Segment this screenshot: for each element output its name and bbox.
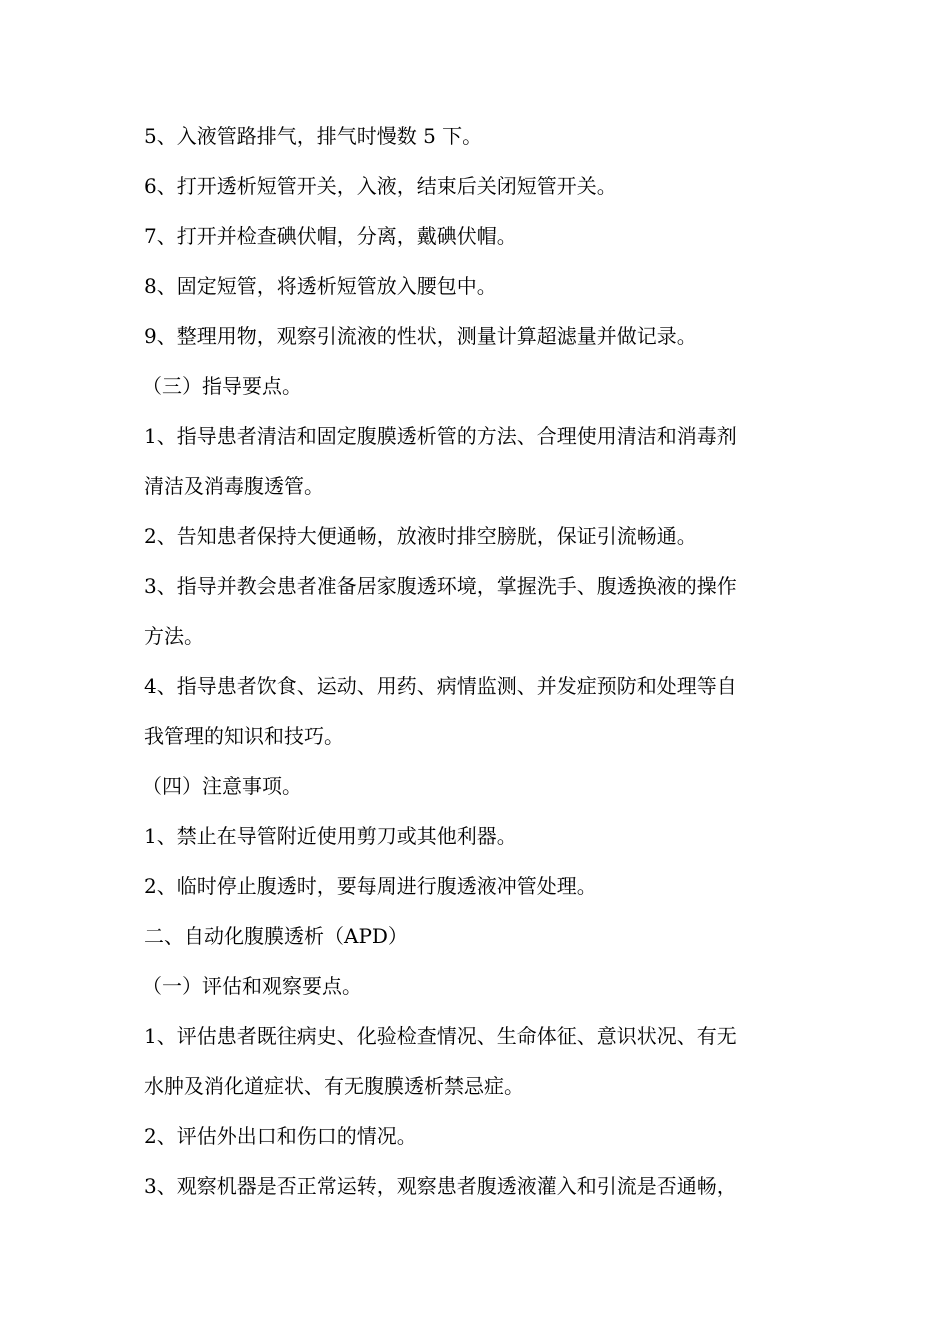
text-line: 4、指导患者饮食、运动、用药、病情监测、并发症预防和处理等自: [144, 674, 737, 698]
text-line: 3、观察机器是否正常运转，观察患者腹透液灌入和引流是否通畅，: [144, 1174, 737, 1198]
section-heading: （四）注意事项。: [142, 774, 302, 798]
text-line: 6、打开透析短管开关，入液，结束后关闭短管开关。: [144, 174, 617, 198]
text-line: 7、打开并检查碘伏帽，分离，戴碘伏帽。: [144, 224, 517, 248]
text-line: 2、告知患者保持大便通畅，放液时排空膀胱，保证引流畅通。: [144, 524, 697, 548]
text-line: 1、禁止在导管附近使用剪刀或其他利器。: [144, 824, 517, 848]
text-line: 1、指导患者清洁和固定腹膜透析管的方法、合理使用清洁和消毒剂: [144, 424, 737, 448]
text-line: 9、整理用物，观察引流液的性状，测量计算超滤量并做记录。: [144, 324, 697, 348]
chapter-heading: 二、自动化腹膜透析（APD）: [144, 924, 408, 948]
text-line: 8、固定短管，将透析短管放入腰包中。: [144, 274, 497, 298]
text-line: 1、评估患者既往病史、化验检查情况、生命体征、意识状况、有无: [144, 1024, 737, 1048]
text-line: 3、指导并教会患者准备居家腹透环境，掌握洗手、腹透换液的操作: [144, 574, 737, 598]
text-line: 2、评估外出口和伤口的情况。: [144, 1124, 417, 1148]
text-line: 我管理的知识和技巧。: [144, 724, 344, 748]
section-heading: （一）评估和观察要点。: [142, 974, 362, 998]
text-line: 清洁及消毒腹透管。: [144, 474, 324, 498]
text-line: 5、入液管路排气，排气时慢数 5 下。: [144, 124, 483, 148]
text-line: 方法。: [144, 624, 204, 648]
section-heading: （三）指导要点。: [142, 374, 302, 398]
text-line: 2、临时停止腹透时，要每周进行腹透液冲管处理。: [144, 874, 597, 898]
text-line: 水肿及消化道症状、有无腹膜透析禁忌症。: [144, 1074, 524, 1098]
